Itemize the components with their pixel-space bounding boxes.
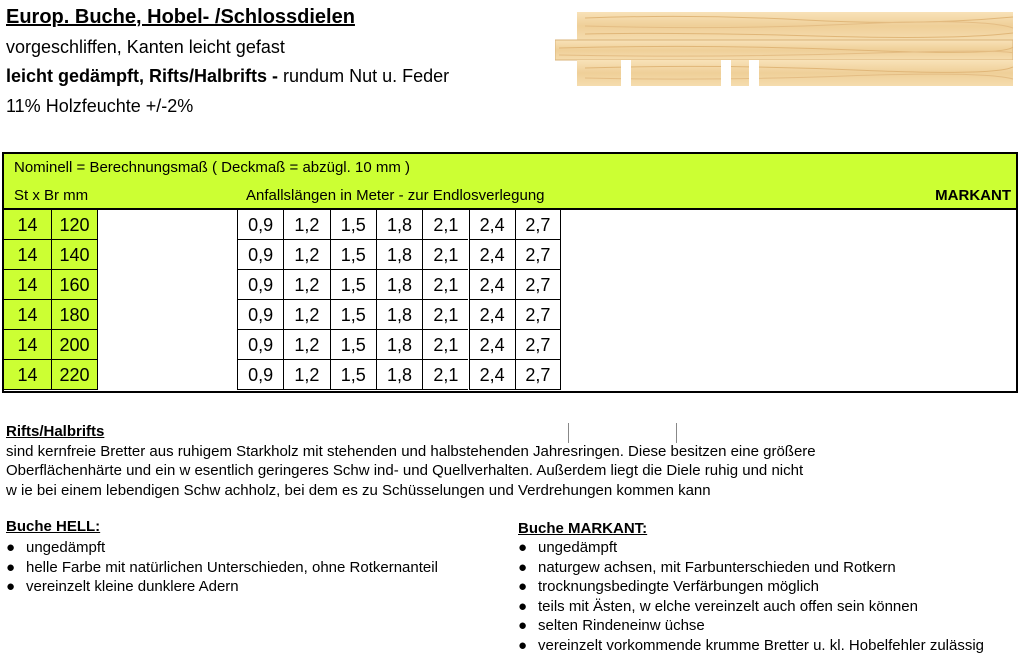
list-item xyxy=(6,539,105,556)
length-cell: 1,5 xyxy=(330,360,376,390)
table-row xyxy=(4,360,1016,390)
bullet-icon: ● xyxy=(518,578,528,596)
length-cell: 2,7 xyxy=(515,270,561,300)
length-cell: 2,1 xyxy=(422,300,468,330)
length-cell: 1,2 xyxy=(283,300,329,330)
list-item xyxy=(518,539,617,556)
list-item xyxy=(518,617,705,634)
length-cell: 1,8 xyxy=(376,270,422,300)
length-cell: 0,9 xyxy=(237,210,283,240)
bullet-icon: ● xyxy=(518,597,528,615)
length-cell: 1,8 xyxy=(376,360,422,390)
thickness-cell: 14 xyxy=(4,300,52,330)
length-cell: 1,5 xyxy=(330,330,376,360)
divider xyxy=(568,423,569,443)
table-row xyxy=(4,240,1016,270)
bullet-icon: ● xyxy=(6,558,16,576)
table-row xyxy=(4,210,1016,240)
length-cell: 1,5 xyxy=(330,300,376,330)
bullet-icon: ● xyxy=(6,539,16,556)
width-cell: 140 xyxy=(52,240,98,270)
nominal-note: Nominell = Berechnungsmaß ( Deckmaß = abzügl. 10 mm ) xyxy=(14,159,410,176)
length-cell: 1,8 xyxy=(376,300,422,330)
bullet-icon: ● xyxy=(518,637,528,654)
width-cell: 220 xyxy=(52,360,98,390)
bullet-icon: ● xyxy=(518,558,528,576)
list-item-text: ungedämpft xyxy=(26,539,106,556)
thickness-cell: 14 xyxy=(4,330,52,360)
length-cell: 2,1 xyxy=(422,360,468,390)
dimensions-table xyxy=(2,210,1018,393)
length-cell: 2,7 xyxy=(515,240,561,270)
length-cell: 1,2 xyxy=(283,210,329,240)
list-item-text: vereinzelt kleine dunklere Adern xyxy=(26,578,239,595)
list-item xyxy=(518,598,918,615)
subtitle-treatment-bold: leicht gedämpft, Rifts/Halbrifts - xyxy=(6,66,284,86)
list-item xyxy=(6,578,239,595)
dimensions-header: St x Br mm xyxy=(14,187,89,204)
length-cell: 2,1 xyxy=(422,240,468,270)
length-cell: 2,4 xyxy=(469,210,515,240)
length-cell: 2,4 xyxy=(469,240,515,270)
length-cell: 1,2 xyxy=(283,240,329,270)
table-row xyxy=(4,300,1016,330)
list-item-text: naturgew achsen, mit Farbunterschieden und Rotkern xyxy=(538,558,896,576)
length-cell: 1,2 xyxy=(283,270,329,300)
grade-header: MARKANT xyxy=(935,187,1011,204)
list-item xyxy=(518,637,984,654)
subtitle-finish: vorgeschliffen, Kanten leicht gefast xyxy=(6,37,285,57)
length-cell: 0,9 xyxy=(237,300,283,330)
length-cell: 2,7 xyxy=(515,300,561,330)
length-cell: 2,1 xyxy=(422,330,468,360)
rifts-text-line: w ie bei einem lebendigen Schw achholz, bei dem es zu Schüsselungen und Verdrehungen kommen kann xyxy=(6,482,711,499)
width-cell: 180 xyxy=(52,300,98,330)
length-cell: 0,9 xyxy=(237,360,283,390)
length-cell: 2,7 xyxy=(515,360,561,390)
wood-plank-tongue-and-groove-icon xyxy=(555,12,1013,86)
length-cell: 0,9 xyxy=(237,270,283,300)
table-row xyxy=(4,330,1016,360)
list-item-text: ungedämpft xyxy=(538,539,618,556)
length-cell: 1,5 xyxy=(330,240,376,270)
length-cell: 2,1 xyxy=(422,210,468,240)
length-cell: 1,8 xyxy=(376,330,422,360)
subtitle-treatment-normal: rundum Nut u. Feder xyxy=(283,66,450,86)
length-cell: 1,5 xyxy=(330,210,376,240)
width-cell: 200 xyxy=(52,330,98,360)
thickness-cell: 14 xyxy=(4,270,52,300)
length-cell: 2,1 xyxy=(422,270,468,300)
length-cell: 1,8 xyxy=(376,210,422,240)
thickness-cell: 14 xyxy=(4,210,52,240)
rifts-text-line: Oberflächenhärte und ein w esentlich geringeres Schw ind- und Quellverhalten. Außerdem liegt die Diele ruhig und nicht xyxy=(6,462,804,479)
width-cell: 120 xyxy=(52,210,98,240)
list-item xyxy=(518,578,819,595)
lengths-header: Anfallslängen in Meter - zur Endlosverlegung xyxy=(246,187,545,204)
length-cell: 2,4 xyxy=(469,270,515,300)
length-cell: 1,5 xyxy=(330,270,376,300)
rifts-title: Rifts/Halbrifts xyxy=(6,423,105,440)
length-cell: 2,4 xyxy=(469,330,515,360)
divider xyxy=(676,423,677,443)
subtitle-treatment xyxy=(6,66,449,87)
subtitle-moisture: 11% Holzfeuchte +/-2% xyxy=(6,96,194,116)
length-cell: 1,8 xyxy=(376,240,422,270)
list-item-text: vereinzelt vorkommende krumme Bretter u. kl. Hobelfehler zulässig xyxy=(538,637,985,654)
list-item-text: helle Farbe mit natürlichen Unterschieden, ohne Rotkernanteil xyxy=(26,558,438,576)
list-item xyxy=(518,559,896,576)
thickness-cell: 14 xyxy=(4,360,52,390)
list-item-text: selten Rindeneinw üchse xyxy=(538,617,705,635)
bullet-icon: ● xyxy=(518,617,528,635)
width-cell: 160 xyxy=(52,270,98,300)
markant-title: Buche MARKANT: xyxy=(518,520,648,537)
length-cell: 1,2 xyxy=(283,360,329,390)
bullet-icon: ● xyxy=(6,578,16,595)
length-cell: 2,4 xyxy=(469,360,515,390)
list-item-text: trocknungsbedingte Verfärbungen möglich xyxy=(538,578,820,596)
page-title: Europ. Buche, Hobel- /Schlossdielen xyxy=(6,6,355,28)
list-item xyxy=(6,559,438,576)
table-header xyxy=(2,152,1018,210)
thickness-cell: 14 xyxy=(4,240,52,270)
length-cell: 1,2 xyxy=(283,330,329,360)
bullet-icon: ● xyxy=(518,539,528,556)
list-item-text: teils mit Ästen, w elche vereinzelt auch offen sein können xyxy=(538,597,918,615)
table-row xyxy=(4,270,1016,300)
length-cell: 2,7 xyxy=(515,210,561,240)
length-cell: 2,4 xyxy=(469,300,515,330)
length-cell: 2,7 xyxy=(515,330,561,360)
length-cell: 0,9 xyxy=(237,330,283,360)
hell-title: Buche HELL: xyxy=(6,518,101,535)
length-cell: 0,9 xyxy=(237,240,283,270)
rifts-text-line: sind kernfreie Bretter aus ruhigem Starkholz mit stehenden und halbstehenden Jahresringen. Diese besitzen eine größere xyxy=(6,443,816,460)
